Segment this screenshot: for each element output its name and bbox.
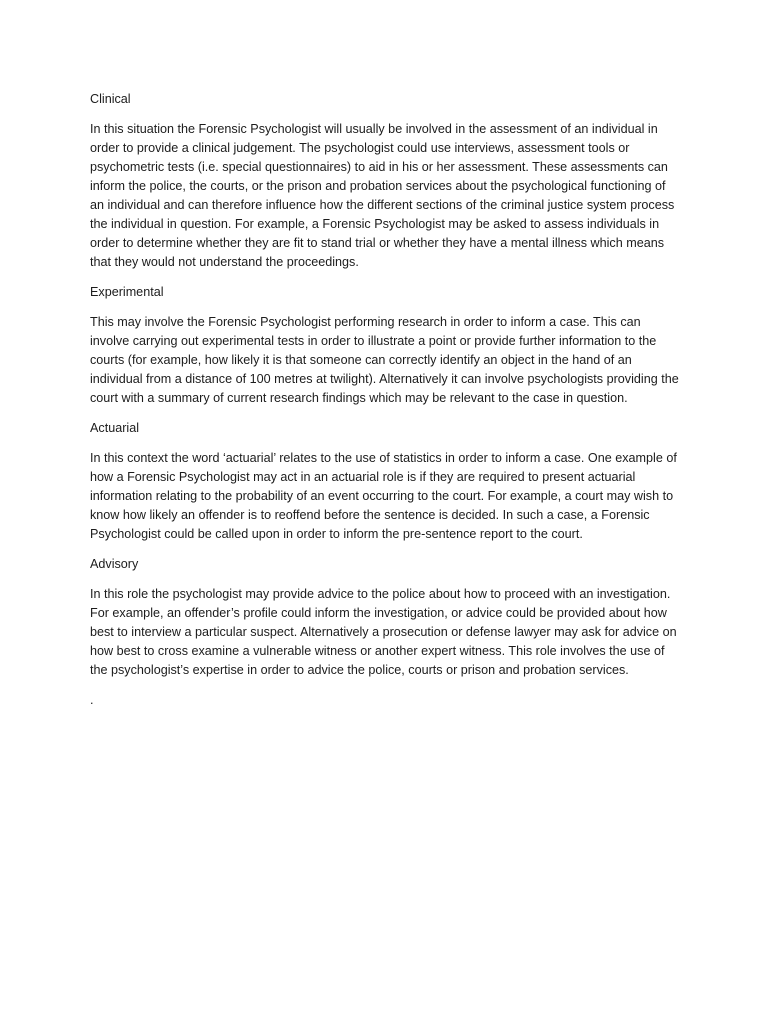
section-heading: Advisory [90, 557, 139, 571]
trailing-period: . [90, 693, 94, 707]
section-experimental [90, 283, 682, 408]
section-heading: Actuarial [90, 421, 139, 435]
document-page [90, 90, 682, 710]
section-paragraph: In this situation the Forensic Psychologist will usually be involved in the assessment of an individual in order to provide a clinical judgement. The psychologist could use interviews, assessment tools or psychometric tests (i.e. special questionnaires) to aid in his or her assessment. These assessments can inform the police, the courts, or the prison and probation services about the psychological functioning of an individual and can therefore influence how the different sections of the criminal justice system process the individual in question. For example, a Forensic Psychologist may be asked to assess individuals in order to determine whether they are fit to stand trial or whether they have a mental illness which means that they would not understand the proceedings. [90, 122, 675, 269]
section-heading: Experimental [90, 285, 164, 299]
section-paragraph: This may involve the Forensic Psychologist performing research in order to inform a case. This can involve carrying out experimental tests in order to illustrate a point or provide further information to the courts (for example, how likely it is that someone can correctly identify an object in the hand of an individual from a distance of 100 metres at twilight). Alternatively it can involve psychologists providing the court with a summary of current research findings which may be relevant to the case in question. [90, 315, 679, 405]
section-paragraph: In this context the word ‘actuarial’ relates to the use of statistics in order to inform a case. One example of how a Forensic Psychologist may act in an actuarial role is if they are required to present actuarial information relating to the probability of an event occurring to the court. For example, a court may wish to know how likely an offender is to reoffend before the sentence is decided. In such a case, a Forensic Psychologist could be called upon in order to inform the pre-sentence report to the court. [90, 451, 677, 541]
section-clinical [90, 90, 682, 272]
section-actuarial [90, 419, 682, 544]
section-heading: Clinical [90, 92, 131, 106]
section-paragraph: In this role the psychologist may provide advice to the police about how to proceed with an investigation. For example, an offender’s profile could inform the investigation, or advice could be provided about how best to interview a particular suspect. Alternatively a prosecution or defense lawyer may ask for advice on how best to cross examine a vulnerable witness or another expert witness. This role involves the use of the psychologist’s expertise in order to advice the police, courts or prison and probation services. [90, 587, 677, 677]
section-advisory [90, 555, 682, 680]
